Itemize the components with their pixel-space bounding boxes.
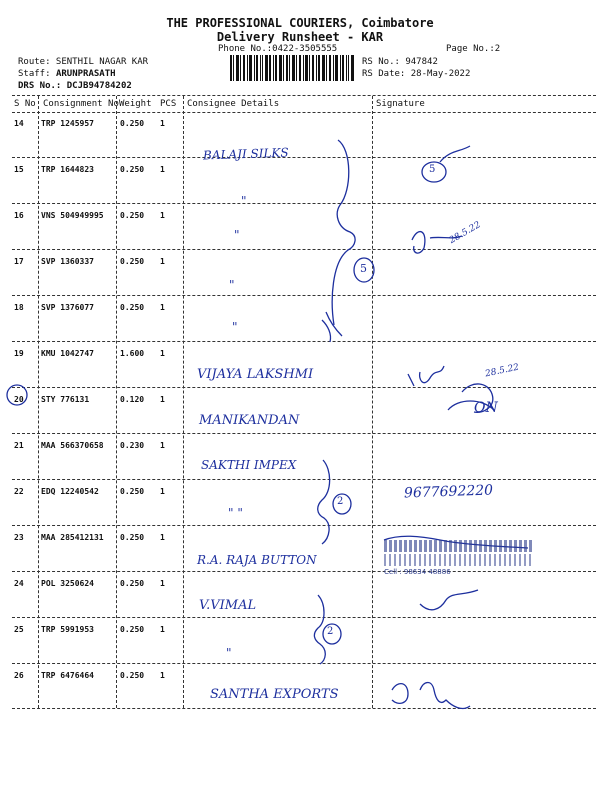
row-weight: 1.600 [120, 349, 145, 358]
row-weight: 0.250 [120, 119, 145, 128]
row-sno: 22 [14, 487, 24, 496]
row-consignment: SVP 1376077 [41, 303, 94, 312]
handwritten-mark: 2 [327, 626, 334, 637]
row-weight: 0.120 [120, 395, 145, 404]
row-weight: 0.250 [120, 165, 145, 174]
row-pcs: 1 [160, 579, 165, 588]
row-consignment: EDQ 12240542 [41, 487, 99, 496]
row-sno: 18 [14, 303, 24, 312]
row-pcs: 1 [160, 671, 165, 680]
handwritten-phone: 9677692220 [403, 482, 494, 502]
row-consignment: MAA 566370658 [41, 441, 104, 450]
row-sno: 14 [14, 119, 24, 128]
row-pcs: 1 [160, 395, 165, 404]
row-sno: 17 [14, 257, 24, 266]
row-sno: 23 [14, 533, 24, 542]
row-consignment: MAA 285412131 [41, 533, 104, 542]
row-consignment: TRP 5991953 [41, 625, 94, 634]
row-weight: 0.250 [120, 671, 145, 680]
row-sno: 26 [14, 671, 24, 680]
col-header-weight: Weight [119, 99, 152, 109]
handwritten-mark: 2 [337, 496, 344, 507]
row-pcs: 1 [160, 303, 165, 312]
row-weight: 0.250 [120, 303, 145, 312]
handwritten-consignee: V.VIMAL [199, 598, 257, 613]
row-pcs: 1 [160, 165, 165, 174]
rs-date: RS Date: 28-May-2022 [362, 69, 471, 79]
row-sno: 16 [14, 211, 24, 220]
row-pcs: 1 [160, 349, 165, 358]
row-weight: 0.230 [120, 441, 145, 450]
row-consignment: KMU 1042747 [41, 349, 94, 358]
handwritten-mark: 5 [429, 164, 436, 175]
col-header-signature: Signature [376, 99, 425, 109]
drs-number: DRS No.: DCJB94784202 [18, 81, 132, 91]
row-pcs: 1 [160, 441, 165, 450]
staff-name: ARUNPRASATH [55, 69, 116, 79]
row-weight: 0.250 [120, 211, 145, 220]
handwritten-consignee: SANTHA EXPORTS [210, 687, 339, 702]
handwritten-consignee: MANIKANDAN [199, 413, 300, 428]
row-consignment: TRP 6476464 [41, 671, 94, 680]
row-pcs: 1 [160, 625, 165, 634]
col-header-sno: S No [14, 99, 36, 109]
row-consignment: TRP 1245957 [41, 119, 94, 128]
rs-number: RS No.: 947842 [362, 57, 438, 67]
handwritten-ditto: " [234, 228, 240, 242]
row-consignment: VNS 504949995 [41, 211, 104, 220]
runsheet-title: Delivery Runsheet - KAR [216, 30, 384, 44]
handwritten-consignee: VIJAYA LAKSHMI [197, 367, 314, 382]
stamp-phone: Cell : 98634 48886 [384, 568, 451, 576]
row-consignment: STY 776131 [41, 395, 90, 404]
stamp-script [384, 554, 534, 566]
col-header-pcs: PCS [160, 99, 177, 109]
handwritten-consignee: SAKTHI IMPEX [201, 458, 297, 472]
handwritten-ditto: " [226, 646, 232, 660]
row-pcs: 1 [160, 211, 165, 220]
row-weight: 0.250 [120, 257, 145, 266]
page-number: Page No.:2 [446, 44, 501, 54]
handwritten-ditto: " [241, 194, 247, 208]
handwritten-ditto: " [232, 320, 238, 334]
handwritten-consignee: R.A. RAJA BUTTON [197, 553, 317, 567]
row-consignment: TRP 1644823 [41, 165, 94, 174]
stamp-script [384, 540, 534, 552]
row-pcs: 1 [160, 119, 165, 128]
handwritten-mark: 5 [360, 262, 367, 275]
handwritten-date: 28.5.22 [447, 220, 483, 246]
col-header-consignee: Consignee Details [187, 99, 280, 109]
col-header-consignment: Consignment No [43, 99, 119, 109]
row-weight: 0.250 [120, 625, 145, 634]
staff-label: Staff: [18, 69, 51, 79]
row-20-circle-mark [7, 385, 27, 405]
phone-number: Phone No.:0422-3505555 [218, 44, 338, 54]
route-label: Route: SENTHIL NAGAR KAR [18, 57, 149, 67]
row-weight: 0.250 [120, 579, 145, 588]
handwritten-ditto: " [229, 278, 235, 292]
company-name: THE PROFESSIONAL COURIERS, Coimbatore [166, 16, 434, 30]
row-pcs: 1 [160, 487, 165, 496]
rubber-stamp [384, 540, 534, 576]
row-weight: 0.250 [120, 487, 145, 496]
row-sno: 25 [14, 625, 24, 634]
row-pcs: 1 [160, 533, 165, 542]
handwritten-date: 28.5.22 [484, 362, 521, 380]
row-consignment: POL 3250624 [41, 579, 94, 588]
handwritten-consignee: BALAJI SILKS [202, 145, 289, 163]
handwritten-signature: ON [474, 400, 498, 416]
row-weight: 0.250 [120, 533, 145, 542]
row-sno: 21 [14, 441, 24, 450]
row-consignment: SVP 1360337 [41, 257, 94, 266]
row-sno: 24 [14, 579, 24, 588]
row-sno: 20 [14, 395, 24, 404]
row-sno: 15 [14, 165, 24, 174]
row-pcs: 1 [160, 257, 165, 266]
handwritten-ditto: " " [228, 506, 243, 520]
row-sno: 19 [14, 349, 24, 358]
